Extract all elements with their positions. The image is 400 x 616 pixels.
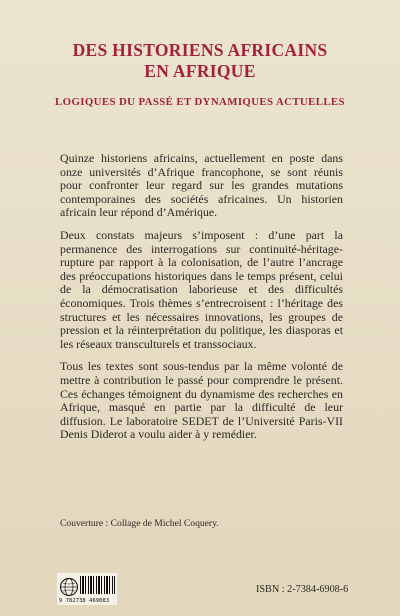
cover-credit: Couverture : Collage de Michel Coquery. xyxy=(60,518,219,529)
title-line-1: DES HISTORIENS AFRICAINS xyxy=(72,40,328,60)
barcode-icon xyxy=(80,576,115,594)
book-title xyxy=(0,40,400,82)
globe-logo-icon xyxy=(59,577,79,597)
blurb xyxy=(60,152,343,451)
barcode-number: 9 782738 469083 xyxy=(59,598,110,604)
isbn: ISBN : 2-7384-6908-6 xyxy=(256,584,349,595)
title-line-2: EN AFRIQUE xyxy=(144,61,256,81)
blurb-paragraph-1: Quinze historiens africains, actuellement en poste dans onze universités d’Afrique francophone, se sont réunis pour confronter leur regard sur les grandes mutations contemporaines des sociétés africaines. Un historien africain leur répond d’Amérique. xyxy=(60,151,343,220)
blurb-paragraph-3: Tous les textes sont sous-tendus par la même volonté de mettre à contribution le passé pour comprendre le présent. Ces échanges témoignent du dynamisme des recherches en Afrique, masqué en partie par la difficulté de leur diffusion. Le laboratoire SEDET de l’Université Paris-VII Denis Diderot a voulu aider à y remédier. xyxy=(60,359,343,442)
book-subtitle: LOGIQUES DU PASSÉ ET DYNAMIQUES ACTUELLES xyxy=(55,96,345,108)
blurb-paragraph-2: Deux constats majeurs s’imposent : d’une part la permanence des interrogations sur continuité-héritage-rupture par rapport à la colonisation, de l’autre l’ancrage des préoccupations historiques dans le temps présent, celui de la démocratisation laborieuse et des difficultés économiques. Trois thèmes s’entrecroisent : l’héritage des structures et les nécessaires innovations, les groupes de pression et la réinterprétation du politique, les diasporas et les réseaux transculturels et transsociaux. xyxy=(60,227,343,351)
